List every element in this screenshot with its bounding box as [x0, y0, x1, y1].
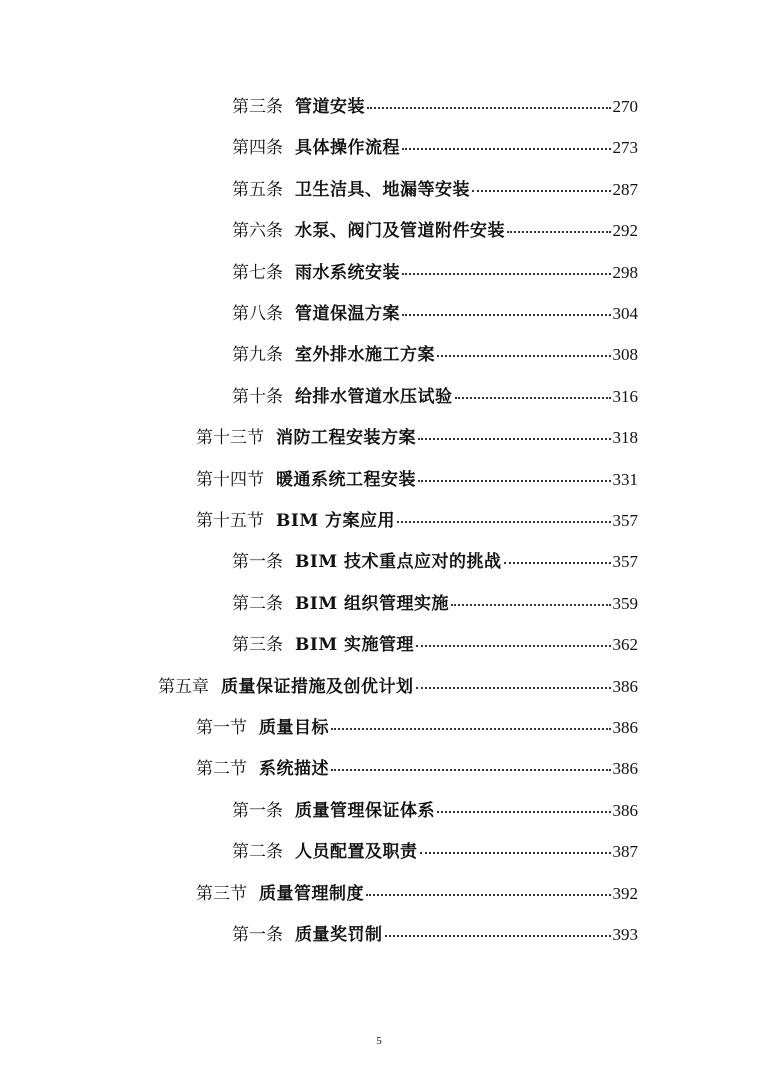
toc-entry[interactable]	[232, 920, 638, 950]
toc-entry[interactable]	[232, 299, 638, 329]
toc-entry[interactable]	[196, 506, 638, 536]
toc-entry-number: 第三节	[196, 883, 247, 904]
toc-entry-page: 359	[612, 593, 638, 613]
toc-entry-title: 人员配置及职责	[295, 842, 418, 863]
toc-entry-number: 第一节	[196, 718, 247, 738]
toc-entry-number: 第一条	[232, 552, 283, 573]
toc-entry-number: 第五章	[158, 676, 209, 697]
toc-entry-number: 第三条	[232, 635, 283, 656]
toc-entry-page: 392	[612, 883, 638, 903]
toc-entry-page: 331	[612, 469, 638, 489]
toc-leader-dots	[331, 768, 611, 771]
toc-entry-title: BIM 实施管理	[295, 635, 415, 656]
toc-entry-number: 第四条	[232, 138, 283, 159]
toc-leader-dots	[418, 437, 611, 440]
toc-entry-title: 质量管理制度	[259, 883, 364, 904]
toc-entry-title: 质量保证措施及创优计划	[221, 676, 414, 697]
toc-entry[interactable]	[196, 465, 638, 495]
toc-entry-page: 287	[612, 179, 638, 199]
toc-entry[interactable]	[196, 713, 638, 743]
toc-entry-number: 第二条	[232, 842, 283, 863]
toc-entry-page: 270	[612, 97, 638, 116]
toc-entry-title: BIM 技术重点应对的挑战	[295, 552, 502, 573]
toc-entry[interactable]	[232, 133, 638, 163]
toc-entry-title: 系统描述	[259, 759, 329, 780]
toc-entry[interactable]	[232, 382, 638, 412]
page-number: 5	[376, 1035, 382, 1047]
toc-entry-page: 393	[612, 925, 638, 944]
toc-entry-number: 第十三节	[196, 428, 264, 449]
toc-entry-page: 292	[612, 221, 638, 241]
toc-entry-page: 304	[612, 304, 638, 323]
toc-leader-dots	[385, 934, 611, 937]
toc-entry-number: 第五条	[232, 179, 283, 200]
toc-entry-page: 318	[612, 428, 638, 448]
toc-entry[interactable]	[196, 423, 638, 453]
toc-entry-title: BIM 组织管理实施	[295, 593, 450, 614]
toc-entry[interactable]	[232, 258, 638, 288]
toc-entry-page: 316	[612, 386, 638, 406]
toc-entry-number: 第九条	[232, 345, 283, 366]
toc-entry-number: 第六条	[232, 221, 283, 242]
toc-entry-page: 357	[612, 552, 638, 572]
toc-entry-number: 第十四节	[196, 469, 264, 490]
toc-leader-dots	[402, 147, 611, 150]
toc-entry[interactable]	[232, 547, 638, 577]
toc-leader-dots	[420, 851, 611, 854]
toc-entry[interactable]	[232, 837, 638, 867]
toc-leader-dots	[366, 893, 611, 896]
toc-entry[interactable]	[232, 630, 638, 660]
toc-entry[interactable]	[196, 754, 638, 784]
toc-entry-title: 雨水系统安装	[295, 262, 400, 283]
toc-entry-title: 质量奖罚制	[295, 925, 383, 945]
toc-leader-dots	[397, 520, 610, 523]
toc-entry[interactable]	[232, 216, 638, 246]
toc-leader-dots	[504, 561, 611, 564]
toc-entry[interactable]	[196, 879, 638, 909]
toc-entry-title: 质量管理保证体系	[295, 800, 435, 821]
toc-entry-number: 第一条	[232, 925, 283, 945]
toc-entry-title: 给排水管道水压试验	[295, 386, 453, 407]
toc-entry-page: 362	[612, 635, 638, 655]
toc-entry-page: 308	[612, 345, 638, 365]
toc-entry-number: 第十五节	[196, 511, 264, 531]
toc-entry-title: 质量目标	[259, 718, 329, 738]
toc-entry-title: 暖通系统工程安装	[276, 469, 416, 490]
toc-entry[interactable]	[158, 672, 638, 702]
toc-entry-title: BIM 方案应用	[276, 511, 396, 531]
toc-leader-dots	[451, 603, 610, 606]
toc-entry[interactable]	[232, 589, 638, 619]
toc-leader-dots	[507, 230, 611, 233]
toc-entry-title: 管道安装	[295, 97, 365, 117]
toc-entry-page: 386	[612, 800, 638, 820]
toc-entry-title: 水泵、阀门及管道附件安装	[295, 221, 505, 242]
toc-entry-title: 室外排水施工方案	[295, 345, 435, 366]
toc-leader-dots	[437, 354, 611, 357]
toc-leader-dots	[402, 272, 611, 275]
toc-entry-page: 386	[612, 718, 638, 737]
toc-entry[interactable]	[232, 175, 638, 205]
toc-leader-dots	[416, 686, 611, 689]
toc-entry-title: 管道保温方案	[295, 304, 400, 324]
toc-entry-page: 357	[612, 511, 638, 530]
toc-entry-number: 第七条	[232, 262, 283, 283]
toc-entry-page: 273	[612, 138, 638, 158]
toc-entry-title: 卫生洁具、地漏等安装	[295, 179, 470, 200]
toc-entry-number: 第二节	[196, 759, 247, 780]
toc-entry-number: 第十条	[232, 386, 283, 407]
toc-entry-title: 具体操作流程	[295, 138, 400, 159]
toc-leader-dots	[455, 396, 611, 399]
toc-entry-number: 第一条	[232, 800, 283, 821]
toc-entry-number: 第二条	[232, 593, 283, 614]
toc-entry-page: 386	[612, 759, 638, 779]
toc-entry[interactable]	[232, 796, 638, 826]
toc-leader-dots	[367, 106, 611, 109]
toc-entry-page: 386	[612, 676, 638, 696]
toc-entry-number: 第八条	[232, 304, 283, 324]
toc-leader-dots	[418, 479, 611, 482]
toc-leader-dots	[402, 313, 611, 316]
toc-leader-dots	[437, 810, 611, 813]
toc-leader-dots	[472, 189, 611, 192]
toc-entry[interactable]	[232, 340, 638, 370]
toc-entry-page: 387	[612, 842, 638, 862]
toc-leader-dots	[416, 644, 610, 647]
toc-entry-number: 第三条	[232, 97, 283, 117]
toc-entry-page: 298	[612, 262, 638, 282]
toc-entry[interactable]	[232, 92, 638, 122]
toc-entry-title: 消防工程安装方案	[276, 428, 416, 449]
toc-leader-dots	[331, 727, 611, 730]
